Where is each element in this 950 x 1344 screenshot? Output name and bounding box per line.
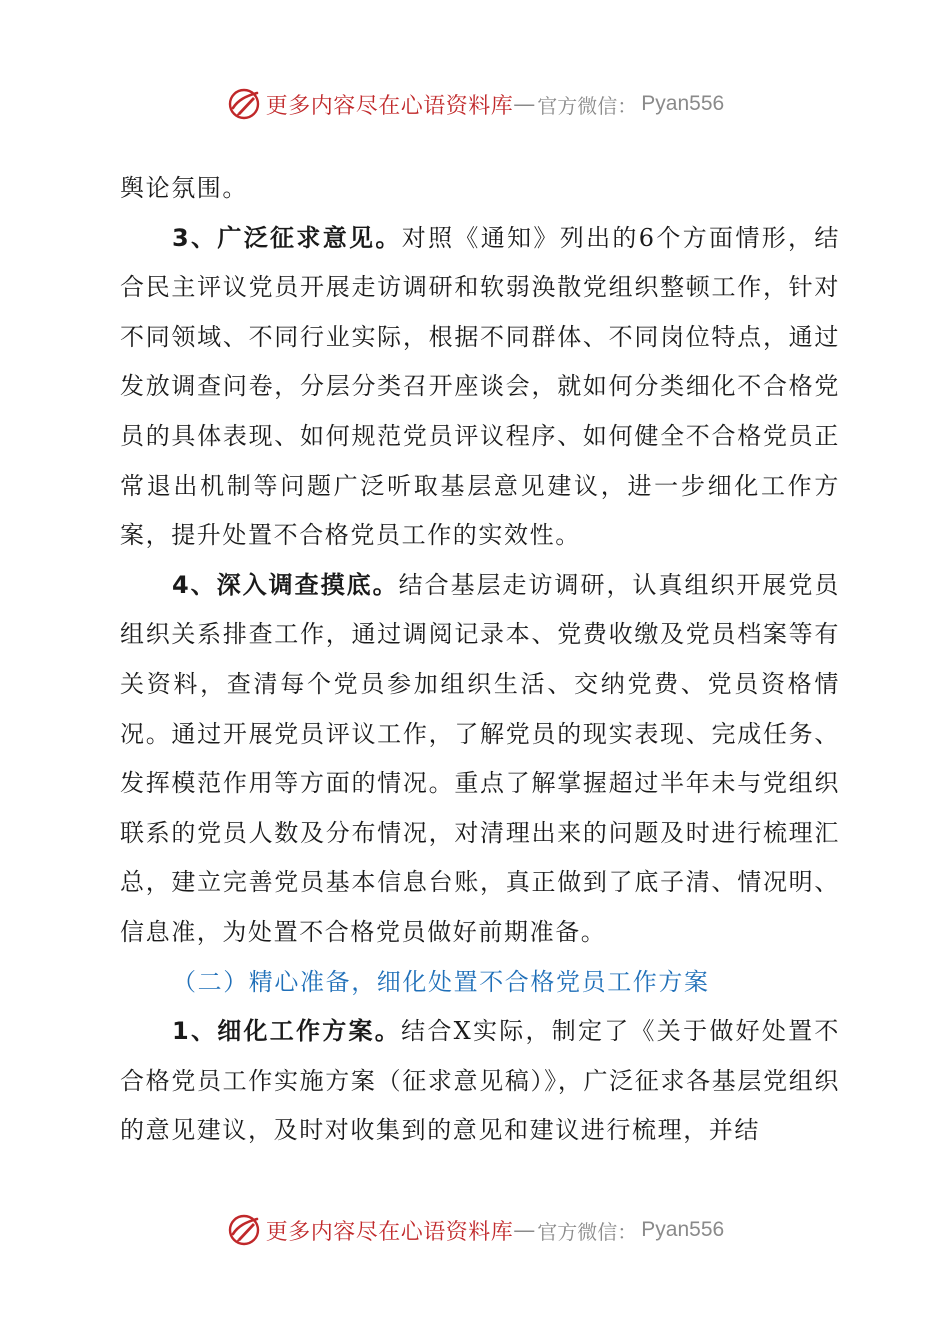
pen-logo-icon xyxy=(226,1212,262,1248)
banner-title: 更多内容尽在心语资料库 xyxy=(265,1219,514,1245)
item-4-body: 结合基层走访调研，认真组织开展党员组织关系排查工作，通过调阅记录本、党费收缴及党员档案等有关资料，查清每个党员参加组织生活、交纳党费、党员资格情况。通过开展党员评议工作，了解党员的现实表现、完成任务、发挥模范作用等方面的情况。重点了解掌握超过半年未与党组织联系的党员人数及分布情况，对清理出来的问题及时进行梳理汇总，建立完善党员基本信息台账，真正做到了底子清、情况明、信息准，为处置不合格党员做好前期准备。 xyxy=(120,570,840,946)
item-1-heading: 1、细化工作方案。 xyxy=(172,1017,402,1046)
banner-wechat-id: Pyan556 xyxy=(641,92,725,115)
opening-fragment: 舆论氛围。 xyxy=(120,174,248,202)
banner-separator: — xyxy=(513,1217,536,1243)
banner-wechat-id: Pyan556 xyxy=(641,1218,725,1241)
banner-title: 更多内容尽在心语资料库 xyxy=(265,93,514,119)
item-4-paragraph xyxy=(120,561,840,958)
banner-separator: — xyxy=(513,91,536,117)
section-2-heading: （二）精心准备，细化处置不合格党员工作方案 xyxy=(172,967,710,996)
item-3-body: 对照《通知》列出的6个方面情形，结合民主评议党员开展走访调研和软弱涣散党组织整顿工作，针对不同领域、不同行业实际，根据不同群体、不同岗位特点，通过发放调查问卷，分层分类召开座谈会，就如何分类细化不合格党员的具体表现、如何规范党员评议程序、如何健全不合格党员正常退出机制等问题广泛听取基层意见建议，进一步细化工作方案，提升处置不合格党员工作的实效性。 xyxy=(120,223,840,550)
header-watermark-banner xyxy=(0,84,950,124)
item-3-heading: 3、广泛征求意见。 xyxy=(172,223,402,252)
pen-logo-icon xyxy=(226,86,262,122)
item-3-paragraph xyxy=(120,214,840,561)
document-body xyxy=(120,164,840,1156)
banner-wechat-label: 官方微信： xyxy=(537,1219,638,1244)
footer-watermark-banner xyxy=(0,1210,950,1250)
item-4-heading: 4、深入调查摸底。 xyxy=(172,570,399,599)
item-1-body: 结合X实际，制定了《关于做好处置不合格党员工作实施方案（征求意见稿）》，广泛征求各基层党组织的意见建议，及时对收集到的意见和建议进行梳理，并结 xyxy=(120,1017,840,1145)
item-1-paragraph xyxy=(120,1007,840,1156)
banner-wechat-label: 官方微信： xyxy=(537,93,638,118)
